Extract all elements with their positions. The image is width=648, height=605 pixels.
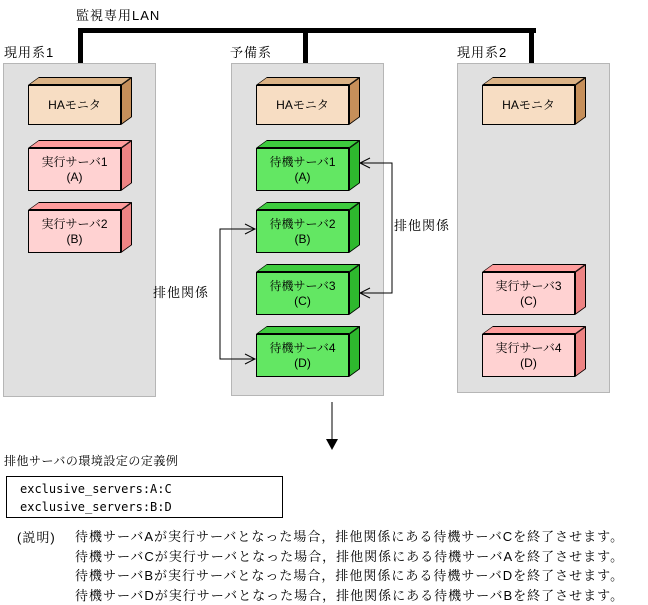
box-sublabel: (D) (520, 355, 537, 370)
lan-drop-active1 (78, 28, 83, 64)
box-side-face (121, 202, 132, 253)
box-front-face (482, 85, 575, 125)
box-front-face (256, 85, 349, 125)
box-label: 実行サーバ4 (495, 340, 562, 355)
code-line: exclusive_servers:B:D (20, 500, 172, 514)
box-front-face (28, 148, 121, 191)
box-top-face (256, 264, 360, 272)
exec-server4-box (482, 326, 586, 377)
box-label: 実行サーバ1 (41, 154, 108, 169)
lan-drop-active2 (529, 28, 534, 64)
box-label: 待機サーバ2 (269, 216, 336, 231)
box-top-face (256, 326, 360, 334)
note-line: 待機サーバCが実行サーバとなった場合，排他関係にある待機サーバAを終了させます。 (75, 548, 625, 564)
box-top-face (256, 202, 360, 210)
box-front-face (482, 334, 575, 377)
exec-server1-box (28, 140, 132, 191)
box-side-face (349, 264, 360, 315)
box-side-face (575, 264, 586, 315)
flow-down-arrowhead-icon (326, 439, 338, 450)
definition-code-box (6, 476, 283, 518)
box-front-face (256, 272, 349, 315)
panel-label-active1: 現用系1 (4, 45, 55, 60)
box-top-face (256, 77, 360, 85)
standby-server2-box (256, 202, 360, 253)
box-sublabel: (A) (66, 169, 83, 184)
box-label: 待機サーバ3 (269, 278, 336, 293)
box-side-face (349, 326, 360, 377)
box-sublabel: (C) (520, 293, 537, 308)
ha-monitor-box-standby (256, 77, 360, 125)
box-label: 実行サーバ2 (41, 216, 108, 231)
code-line: exclusive_servers:A:C (20, 482, 172, 496)
box-front-face (256, 148, 349, 191)
note-line: 待機サーバDが実行サーバとなった場合，排他関係にある待機サーバBを終了させます。 (75, 587, 625, 603)
note-line: 待機サーバBが実行サーバとなった場合，排他関係にある待機サーバDを終了させます。 (75, 568, 625, 583)
box-sublabel: (C) (294, 293, 311, 308)
note-label: (説明) (17, 530, 56, 545)
box-side-face (575, 326, 586, 377)
standby-server3-box (256, 264, 360, 315)
box-side-face (121, 140, 132, 191)
standby-server4-box (256, 326, 360, 377)
box-front-face (482, 272, 575, 315)
box-front-face (256, 334, 349, 377)
note-line: 待機サーバAが実行サーバとなった場合，排他関係にある待機サーバCを終了させます。 (75, 529, 625, 544)
box-top-face (482, 326, 586, 334)
standby-server1-box (256, 140, 360, 191)
box-label: HAモニタ (276, 97, 329, 112)
box-label: HAモニタ (502, 97, 555, 112)
box-top-face (482, 77, 586, 85)
box-front-face (28, 85, 121, 125)
explanation-notes (75, 527, 624, 605)
ha-monitor-box-active1 (28, 77, 132, 125)
box-sublabel: (A) (294, 169, 311, 184)
box-top-face (256, 140, 360, 148)
exec-server2-box (28, 202, 132, 253)
box-top-face (28, 202, 132, 210)
box-front-face (256, 210, 349, 253)
exclusive-relation-label-right: 排他関係 (394, 218, 451, 233)
box-label: 待機サーバ1 (269, 154, 336, 169)
panel-label-active2: 現用系2 (457, 45, 508, 60)
box-label: 待機サーバ4 (269, 340, 336, 355)
box-top-face (482, 264, 586, 272)
box-sublabel: (B) (66, 231, 83, 246)
box-front-face (28, 210, 121, 253)
definition-heading: 排他サーバの環境設定の定義例 (4, 454, 179, 468)
lan-label: 監視専用LAN (76, 8, 161, 23)
exclusive-relation-label-left: 排他関係 (153, 285, 210, 300)
ha-monitor-box-active2 (482, 77, 586, 125)
panel-label-standby: 予備系 (230, 45, 273, 60)
exec-server3-box (482, 264, 586, 315)
box-sublabel: (B) (294, 231, 311, 246)
box-label: HAモニタ (48, 97, 101, 112)
box-side-face (121, 77, 132, 125)
box-side-face (575, 77, 586, 125)
box-side-face (349, 140, 360, 191)
box-label: 実行サーバ3 (495, 278, 562, 293)
box-top-face (28, 140, 132, 148)
box-side-face (349, 77, 360, 125)
box-sublabel: (D) (294, 355, 311, 370)
box-top-face (28, 77, 132, 85)
lan-drop-standby (303, 28, 308, 64)
box-side-face (349, 202, 360, 253)
